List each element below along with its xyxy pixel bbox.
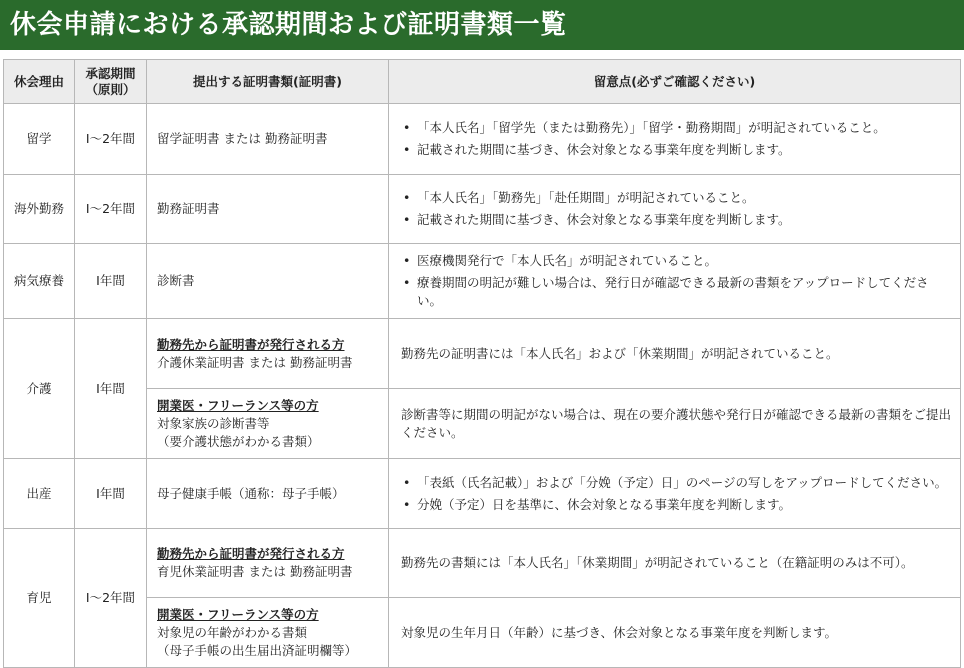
note-item: • 「本人氏名」「留学先（または勤務先）」「留学・勤務期間」が明記されていること。 [401,119,952,137]
header-period [75,60,147,104]
notes-list [401,119,952,159]
header-reason: 休会理由 [4,60,75,104]
docs-cell: 勤務証明書 [147,175,389,244]
note-item: • 「本人氏名」「勤務先」「赴任期間」が明記されていること。 [401,189,952,207]
notes-list [401,189,952,229]
period-cell: Ⅰ年間 [75,244,147,319]
period-cell: Ⅰ年間 [75,319,147,459]
docs-line: 対象児の年齢がわかる書類 [157,624,308,640]
notes-list [401,252,952,310]
note-item: • 分娩（予定）日を基準に、休会対象となる事業年度を判断します。 [401,496,952,514]
notes-list [401,474,952,514]
docs-subheading: 開業医・フリーランス等の方 [157,397,319,413]
docs-subheading: 勤務先から証明書が発行される方 [157,336,345,352]
table-row [4,104,961,175]
note-item: • 記載された期間に基づき、休会対象となる事業年度を判断します。 [401,141,952,159]
reason-cell: 病気療養 [4,244,75,319]
docs-line: 対象家族の診断書等 [157,415,270,431]
header-docs: 提出する証明書類(証明書) [147,60,389,104]
docs-cell: 留学証明書 または 勤務証明書 [147,104,389,175]
docs-cell [147,389,389,459]
docs-cell [147,319,389,389]
reason-cell: 留学 [4,104,75,175]
reason-cell: 出産 [4,459,75,529]
leave-approval-table [3,59,961,668]
table-row [4,598,961,668]
table-row [4,529,961,598]
table-row [4,389,961,459]
header-period-line1: 承認期間 [85,65,136,81]
table-row [4,319,961,389]
docs-line: 育児休業証明書 または 勤務証明書 [157,564,353,579]
docs-cell: 診断書 [147,244,389,319]
period-cell: Ⅰ～2年間 [75,104,147,175]
header-period-line2: （原則） [85,81,136,97]
period-cell: Ⅰ～2年間 [75,175,147,244]
table-row [4,244,961,319]
docs-cell [147,529,389,598]
period-cell: Ⅰ年間 [75,459,147,529]
note-item: • 記載された期間に基づき、休会対象となる事業年度を判断します。 [401,211,952,229]
notes-cell [389,244,961,319]
docs-cell [147,598,389,668]
table-header-row [4,60,961,104]
reason-cell: 海外勤務 [4,175,75,244]
docs-cell: 母子健康手帳（通称：母子手帳） [147,459,389,529]
note-item: • 「表紙（氏名記載）」および「分娩（予定）日」のページの写しをアップロードしてください。 [401,474,952,492]
notes-cell [389,104,961,175]
docs-subheading: 勤務先から証明書が発行される方 [157,546,345,561]
notes-cell [389,175,961,244]
notes-cell [389,459,961,529]
header-notes: 留意点(必ずご確認ください) [389,60,961,104]
docs-line: （要介護状態がわかる書類） [157,433,320,449]
table-row [4,459,961,529]
docs-line: （母子手帳の出生届出済証明欄等） [157,642,358,658]
docs-line: 介護休業証明書 または 勤務証明書 [157,354,353,370]
table-row [4,175,961,244]
reason-cell: 育児 [4,529,75,668]
notes-cell: 勤務先の書類には「本人氏名」「休業期間」が明記されていること（在籍証明のみは不可）。 [389,529,961,598]
note-item: • 医療機関発行で「本人氏名」が明記されていること。 [401,252,952,270]
notes-cell: 勤務先の証明書には「本人氏名」および「休業期間」が明記されていること。 [389,319,961,389]
period-cell: Ⅰ～2年間 [75,529,147,668]
note-item: • 療養期間の明記が難しい場合は、発行日が確認できる最新の書類をアップロードしてください。 [401,274,952,310]
notes-cell: 対象児の生年月日（年齢）に基づき、休会対象となる事業年度を判断します。 [389,598,961,668]
notes-cell: 診断書等に期間の明記がない場合は、現在の要介護状態や発行日が確認できる最新の書類をご提出ください。 [389,389,961,459]
page-title: 休会申請における承認期間および証明書類一覧 [0,0,964,50]
reason-cell: 介護 [4,319,75,459]
docs-subheading: 開業医・フリーランス等の方 [157,606,319,622]
